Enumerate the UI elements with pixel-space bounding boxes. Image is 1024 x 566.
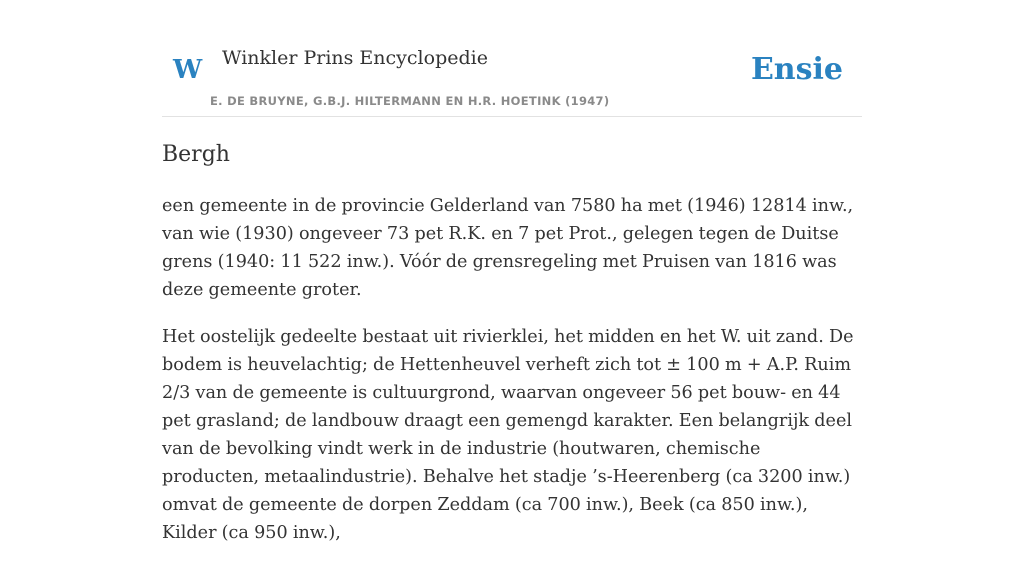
article-title: Bergh xyxy=(162,142,230,167)
article-paragraph: Het oostelijk gedeelte bestaat uit rivierklei, het midden en het W. uit zand. De bodem is heuvelachtig; de Hettenheuvel verheft zich tot ± 100 m + A.P. Ruim 2/3 van de gemeente is cultuurgrond, waarvan ongeveer 56 pet bouw- en 44 pet grasland; de landbouw draagt een gemengd karakter. Een belangrijk deel van de bevolking vindt werk in de industrie (houtwaren, chemische producten, metaalindustrie). Behalve het stadje ’s-Heerenberg (ca 3200 inw.) omvat de gemeente de dorpen Zeddam (ca 700 inw.), Beek (ca 850 inw.), Kilder (ca 950 inw.), xyxy=(162,327,854,543)
publication-authors: E. DE BRUYNE, G.B.J. HILTERMANN EN H.R. HOETINK (1947) xyxy=(210,94,610,108)
winkler-prins-logo[interactable]: W xyxy=(173,55,203,85)
article-body xyxy=(162,192,862,566)
article-paragraph: een gemeente in de provincie Gelderland van 7580 ha met (1946) 12814 inw., van wie (1930) ongeveer 73 pet R.K. en 7 pet Prot., gelegen tegen de Duitse grens (1940: 11 522 inw.). Vóór de grensregeling met Pruisen van 1816 was deze gemeente groter. xyxy=(162,196,854,300)
publication-header xyxy=(162,0,862,117)
ensie-logo-link[interactable]: Ensie xyxy=(750,52,843,87)
publication-title[interactable]: Winkler Prins Encyclopedie xyxy=(222,47,488,69)
